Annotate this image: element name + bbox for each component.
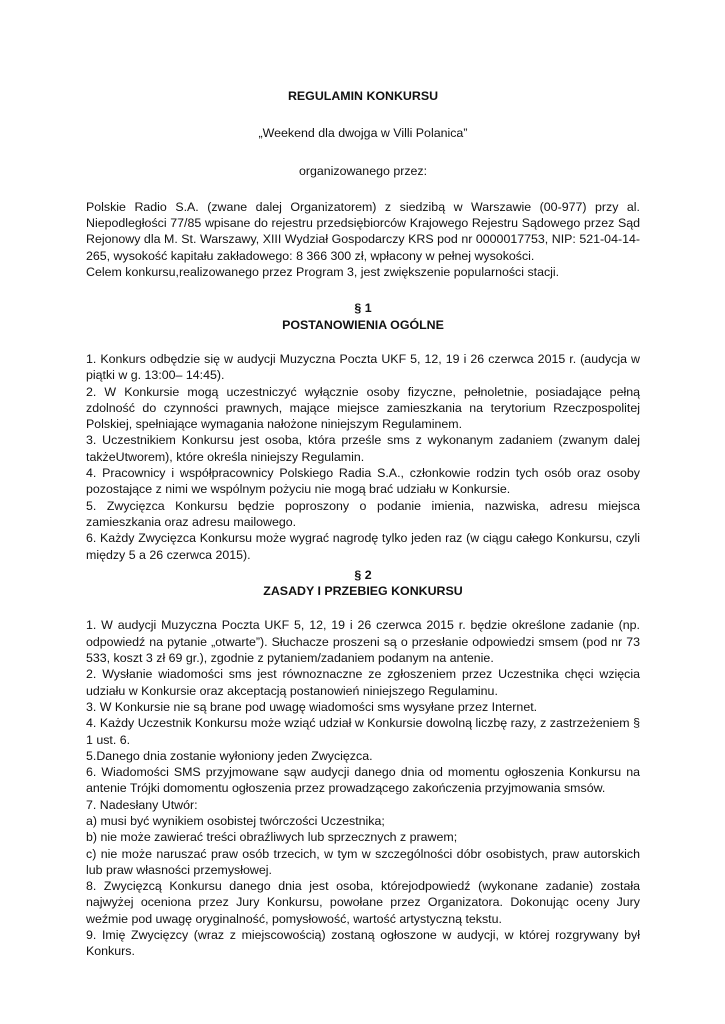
section-2-title: ZASADY I PRZEBIEG KONKURSU (263, 584, 463, 599)
document-title: REGULAMIN KONKURSU (287, 89, 439, 103)
list-item: 2. Wysłanie wiadomości sms jest równoznaczne ze zgłoszeniem przez Uczestnika chęci wzięcia udziału w Konkursie oraz akceptacją postanowień niniejszego Regulaminu. (86, 667, 640, 698)
document-subtitle: „Weekend dla dwojga w Villi Polanica” (258, 126, 468, 141)
list-item: 2. W Konkursie mogą uczestniczyć wyłącznie osoby fizyczne, pełnoletnie, posiadające pełną zdolność do czynności prawnych, mające miejsce zamieszkania na terytorium Rzeczpospolitej Polskiej, spełniające wymagania nałożone niniejszym Regulaminem. (86, 384, 640, 432)
list-item: a) musi być wynikiem osobistej twórczości Uczestnika; (86, 813, 385, 828)
organized-by: organizowanego przez: (298, 163, 428, 178)
list-item: 9. Imię Zwycięzcy (wraz z miejscowością) zostaną ogłoszone w audycji, w której rozgrywany był Konkurs. (86, 928, 640, 959)
list-item: 5.Danego dnia zostanie wyłoniony jeden Zwycięzca. (86, 748, 373, 763)
section-1-number: § 1 (354, 301, 372, 316)
intro-paragraph: Polskie Radio S.A. (zwane dalej Organizatorem) z siedzibą w Warszawie (00-977) przy al. Niepodległości 77/85 wpisane do rejestru przedsiębiorców Krajowego Rejestru Sądowego przez Sąd Rejonowy dla M. St. Warszawy, XIII Wydział Gospodarczy KRS pod nr 0000017753, NIP: 521-04-14-265, wysokość kapitału zakładowego: 8 366 300 zł, wpłacony w pełnej wysokości. (86, 199, 640, 263)
list-item: 7. Nadesłany Utwór: (86, 797, 198, 812)
list-item: 6. Wiadomości SMS przyjmowane sąw audycji danego dnia od momentu ogłoszenia Konkursu na antenie Trójki domomentu ogłoszenia przez prowadzącego zakończenia przyjmowania smsów. (86, 765, 640, 796)
list-item: 4. Każdy Uczestnik Konkursu może wziąć udział w Konkursie dowolną liczbę razy, z zastrzeżeniem § 1 ust. 6. (86, 716, 640, 747)
list-item: 1. W audycji Muzyczna Poczta UKF 5, 12, 19 i 26 czerwca 2015 r. będzie określone zadanie (np. odpowiedź na pytanie „otwarte”). Słuchacze proszeni są o przesłanie odpowiedzi smsem (pod nr 73 533, koszt 3 zł 69 gr.), zgodnie z pytaniem/zadaniem podanym na antenie. (86, 618, 640, 666)
list-item: 8. Zwycięzcą Konkursu danego dnia jest osoba, którejodpowiedź (wykonane zadanie) została najwyżej oceniona przez Jury Konkursu, powołane przez Organizatora. Dokonując oceny Jury weźmie pod uwagę oryginalność, pomysłowość, wartość artystyczną tekstu. (86, 879, 640, 926)
intro-goal: Celem konkursu,realizowanego przez Program 3, jest zwiększenie popularności stacji. (86, 265, 560, 280)
list-item: 5. Zwycięzca Konkursu będzie poproszony o podanie imienia, nazwiska, adresu miejsca zamieszkania oraz adresu mailowego. (86, 498, 640, 529)
document-content (86, 88, 640, 960)
list-item: 4. Pracownicy i współpracownicy Polskiego Radia S.A., członkowie rodzin tych osób oraz osoby pozostające z nimi we wspólnym pożyciu nie mogą brać udziału w Konkursie. (86, 466, 640, 497)
list-item: 3. Uczestnikiem Konkursu jest osoba, która prześle sms z wykonanym zadaniem (zwanym dalej takżeUtworem), które określa niniejszy Regulamin. (86, 433, 640, 464)
list-item: b) nie może zawierać treści obraźliwych lub sprzecznych z prawem; (86, 830, 458, 845)
section-1-title: POSTANOWIENIA OGÓLNE (282, 317, 444, 332)
list-item: c) nie może naruszać praw osób trzecich, w tym w szczególności dóbr osobistych, praw autorskich lub praw własności przemysłowej. (86, 846, 640, 877)
list-item: 1. Konkurs odbędzie się w audycji Muzyczna Poczta UKF 5, 12, 19 i 26 czerwca 2015 r. (audycja w piątki w g. 13:00– 14:45). (86, 351, 640, 383)
list-item: 3. W Konkursie nie są brane pod uwagę wiadomości sms wysyłane przez Internet. (86, 699, 538, 714)
section-2-number: § 2 (354, 567, 372, 582)
list-item: 6. Każdy Zwycięzca Konkursu może wygrać nagrodę tylko jeden raz (w ciągu całego Konkursu, czyli między 5 a 26 czerwca 2015). (86, 531, 640, 562)
